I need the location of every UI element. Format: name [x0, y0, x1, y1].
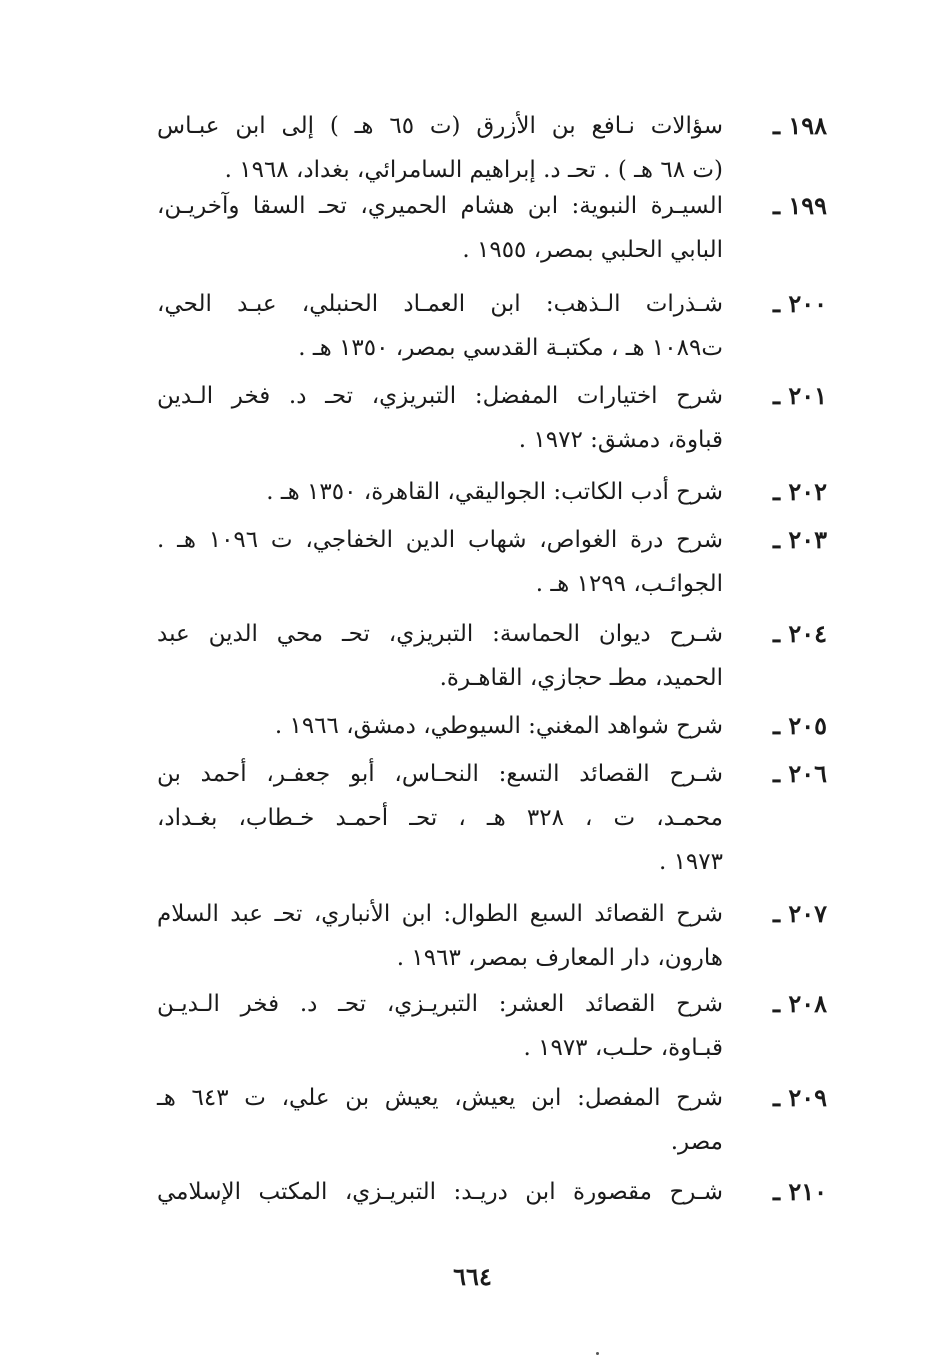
entry-number: ٢٠٧ ـ	[772, 899, 827, 928]
entry-line: (ت ٦٨ هـ ) . تحـ د. إبراهيم السامرائي، بغداد، ١٩٦٨ .	[224, 157, 723, 183]
entry-line: شرح شواهد المغني: السيوطي، دمشق، ١٩٦٦ .	[274, 713, 723, 739]
bibliography-entry	[157, 982, 827, 1070]
bibliography-entry	[157, 374, 827, 462]
entry-line: السيـرة النبوية: ابن هشام الحميري، تحـ السقا وآخريـن،	[157, 193, 723, 219]
entry-line: شـرح القصائد التسع: النحـاس، أبو جعفـر، أحمد بن	[157, 761, 723, 787]
entry-text	[157, 752, 723, 884]
entry-line: شـرح ديوان الحماسة: التبريزي، تحـ محي الدين عبد	[157, 621, 723, 647]
entry-line: ت١٠٨٩ هـ ، مكتبـة القدسي بمصر، ١٣٥٠ هـ .	[298, 335, 723, 361]
entry-text	[157, 518, 723, 606]
entry-line: شرح المفصل: ابن يعيش، يعيش بن علي، ت ٦٤٣ هـ	[157, 1085, 723, 1111]
entry-text	[157, 374, 723, 462]
entry-line: الحميد، مطـ حجازي، القاهـرة.	[439, 665, 723, 691]
bibliography-entry	[157, 892, 827, 980]
entry-line: شرح أدب الكاتب: الجواليقي، القاهرة، ١٣٥٠ هـ .	[266, 479, 723, 505]
entry-number: ٢٠٥ ـ	[772, 711, 827, 740]
entry-text	[157, 104, 723, 192]
entry-line: هارون، دار المعارف بمصر، ١٩٦٣ .	[396, 945, 723, 971]
entry-line: البابي الحلبي بمصر، ١٩٥٥ .	[462, 237, 723, 263]
bibliography-entry	[157, 1076, 827, 1164]
entry-number: ٢٠٦ ـ	[772, 759, 827, 788]
entry-text	[157, 282, 723, 370]
entry-text	[157, 1170, 723, 1214]
entry-number: ١٩٨ ـ	[772, 111, 827, 140]
entry-line: شرح القصائد العشر: التبريـزي، تحـ د. فخر الـديـن	[157, 991, 723, 1017]
entry-text	[157, 892, 723, 980]
entry-line: شرح درة الغواص، شهاب الدين الخفاجي، ت ١٠٩٦ هـ .	[157, 527, 723, 553]
bibliography-entry	[157, 470, 827, 514]
entry-text	[157, 184, 723, 272]
entry-text	[157, 470, 723, 514]
entry-line: شرح القصائد السبع الطوال: ابن الأنباري، تحـ عبد السلام	[157, 901, 723, 927]
bibliography-entry	[157, 104, 827, 192]
bibliography-entry	[157, 612, 827, 700]
entry-number: ٢٠٤ ـ	[772, 619, 827, 648]
bibliography-entry	[157, 752, 827, 884]
entry-text	[157, 1076, 723, 1164]
entry-line: شـذرات الـذهب: ابن العمـاد الحنبلي، عبـد الحي،	[157, 291, 723, 317]
entry-line: محمـد، ت ، ٣٢٨ هـ ، تحـ أحمـد خـطاب، بغـداد،	[157, 805, 723, 831]
bibliography-entry	[157, 184, 827, 272]
entry-number: ١٩٩ ـ	[772, 191, 827, 220]
entry-line: الجوائـب، ١٢٩٩ هـ .	[535, 571, 723, 597]
entry-number: ٢٠٩ ـ	[772, 1083, 827, 1112]
entry-line: مصر.	[670, 1129, 723, 1155]
bibliography-entry	[157, 1170, 827, 1214]
entry-number: ٢٠٢ ـ	[772, 477, 827, 506]
entry-text	[157, 982, 723, 1070]
scan-speck	[596, 1352, 599, 1355]
entry-number: ٢١٠ ـ	[772, 1177, 827, 1206]
entry-text	[157, 612, 723, 700]
entry-line: قبـاوة، حلـب، ١٩٧٣ .	[523, 1035, 723, 1061]
bibliography-entry	[157, 518, 827, 606]
entry-text	[157, 704, 723, 748]
entry-line: شـرح مقصورة ابن دريـد: التبريـزي، المكتب الإسلامي	[157, 1179, 723, 1205]
page-number: ٦٦٤	[453, 1262, 492, 1291]
entry-number: ٢٠٣ ـ	[772, 525, 827, 554]
bibliography-entry	[157, 704, 827, 748]
entry-number: ٢٠٨ ـ	[772, 989, 827, 1018]
entry-line: سؤالات نـافع بن الأزرق (ت ٦٥ هـ ) إلى ابن عبـاس	[157, 113, 724, 139]
entry-number: ٢٠١ ـ	[772, 381, 827, 410]
entry-line: ١٩٧٣ .	[658, 849, 723, 875]
entry-number: ٢٠٠ ـ	[772, 289, 827, 318]
entry-line: شرح اختيارات المفضل: التبريزي، تحـ د. فخر الـدين	[157, 383, 723, 409]
bibliography-entry	[157, 282, 827, 370]
entry-line: قباوة، دمشق: ١٩٧٢ .	[518, 427, 723, 453]
